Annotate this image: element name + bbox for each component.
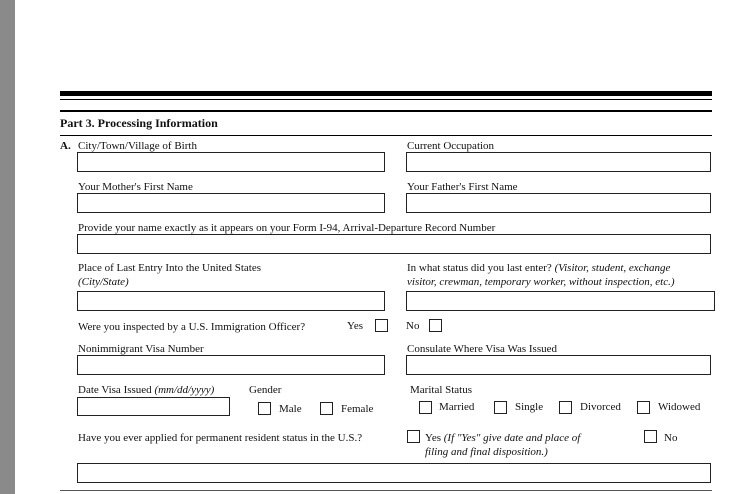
section-letter: A. — [60, 140, 71, 152]
date-visa-issued-label — [78, 383, 214, 397]
inspected-no-label: No — [406, 320, 420, 332]
last-entry-status-input[interactable] — [406, 291, 715, 311]
last-entry-place-input[interactable] — [77, 291, 385, 311]
inspected-yes-checkbox[interactable] — [375, 319, 388, 332]
marital-divorced-label: Divorced — [580, 401, 621, 413]
gender-female-checkbox[interactable] — [320, 402, 333, 415]
marital-married-label: Married — [439, 401, 475, 413]
i94-name-input[interactable] — [77, 234, 711, 254]
marital-widowed-label: Widowed — [658, 401, 701, 413]
mother-first-name-label: Your Mother's First Name — [78, 181, 193, 193]
gender-female-label: Female — [341, 403, 374, 415]
marital-single-checkbox[interactable] — [494, 401, 507, 414]
mother-first-name-input[interactable] — [77, 193, 385, 213]
inspected-yes-label: Yes — [347, 320, 364, 332]
inspected-no-checkbox[interactable] — [429, 319, 442, 332]
part-title-bottom-rule — [60, 135, 712, 136]
permanent-resident-yes-label — [425, 431, 580, 445]
permanent-resident-yes-hint-1: (If "Yes" give date and place of — [443, 432, 581, 444]
permanent-resident-yes-checkbox[interactable] — [407, 430, 420, 443]
left-gutter — [0, 0, 15, 494]
visa-number-label: Nonimmigrant Visa Number — [78, 343, 204, 355]
inspected-label: Were you inspected by a U.S. Immigration Officer? — [78, 321, 306, 333]
permanent-resident-no-checkbox[interactable] — [644, 430, 657, 443]
marital-status-label: Marital Status — [410, 384, 473, 396]
marital-divorced-checkbox[interactable] — [559, 401, 572, 414]
marital-widowed-checkbox[interactable] — [637, 401, 650, 414]
consulate-label: Consulate Where Visa Was Issued — [407, 343, 557, 355]
permanent-resident-yes-hint-2: filing and final disposition.) — [425, 446, 548, 458]
marital-single-label: Single — [515, 401, 544, 413]
last-entry-status-question: In what status did you last enter? — [407, 262, 555, 274]
last-entry-place-label: Place of Last Entry Into the United States — [78, 262, 261, 274]
date-visa-issued-input[interactable] — [77, 397, 230, 416]
part-title-top-rule — [60, 110, 712, 112]
father-first-name-label: Your Father's First Name — [407, 181, 518, 193]
last-entry-status-label — [407, 261, 670, 275]
last-entry-status-hint-2: visitor, crewman, temporary worker, without inspection, etc.) — [407, 276, 675, 288]
last-entry-place-sublabel: (City/State) — [78, 276, 129, 288]
gender-male-label: Male — [279, 403, 302, 415]
header-rule-thin — [60, 99, 712, 100]
permanent-resident-no-label: No — [664, 432, 678, 444]
header-rule-thick — [60, 91, 712, 96]
father-first-name-input[interactable] — [406, 193, 711, 213]
gender-label: Gender — [249, 384, 282, 396]
date-visa-issued-hint: (mm/dd/yyyy) — [154, 384, 215, 396]
permanent-resident-label: Have you ever applied for permanent resident status in the U.S.? — [78, 432, 363, 444]
part-title: Part 3. Processing Information — [60, 116, 218, 130]
date-visa-issued-text: Date Visa Issued — [78, 384, 155, 396]
permanent-resident-yes-text: Yes — [425, 432, 444, 444]
i94-name-label: Provide your name exactly as it appears on your Form I-94, Arrival-Departure Record Number — [78, 222, 496, 234]
marital-married-checkbox[interactable] — [419, 401, 432, 414]
permanent-resident-details-input[interactable] — [77, 463, 711, 483]
last-entry-status-hint-1: (Visitor, student, exchange — [554, 262, 671, 274]
consulate-input[interactable] — [406, 355, 711, 375]
city-of-birth-label: City/Town/Village of Birth — [78, 140, 197, 152]
current-occupation-input[interactable] — [406, 152, 711, 172]
current-occupation-label: Current Occupation — [407, 140, 495, 152]
city-of-birth-input[interactable] — [77, 152, 385, 172]
visa-number-input[interactable] — [77, 355, 385, 375]
gender-male-checkbox[interactable] — [258, 402, 271, 415]
bottom-rule — [60, 490, 712, 491]
